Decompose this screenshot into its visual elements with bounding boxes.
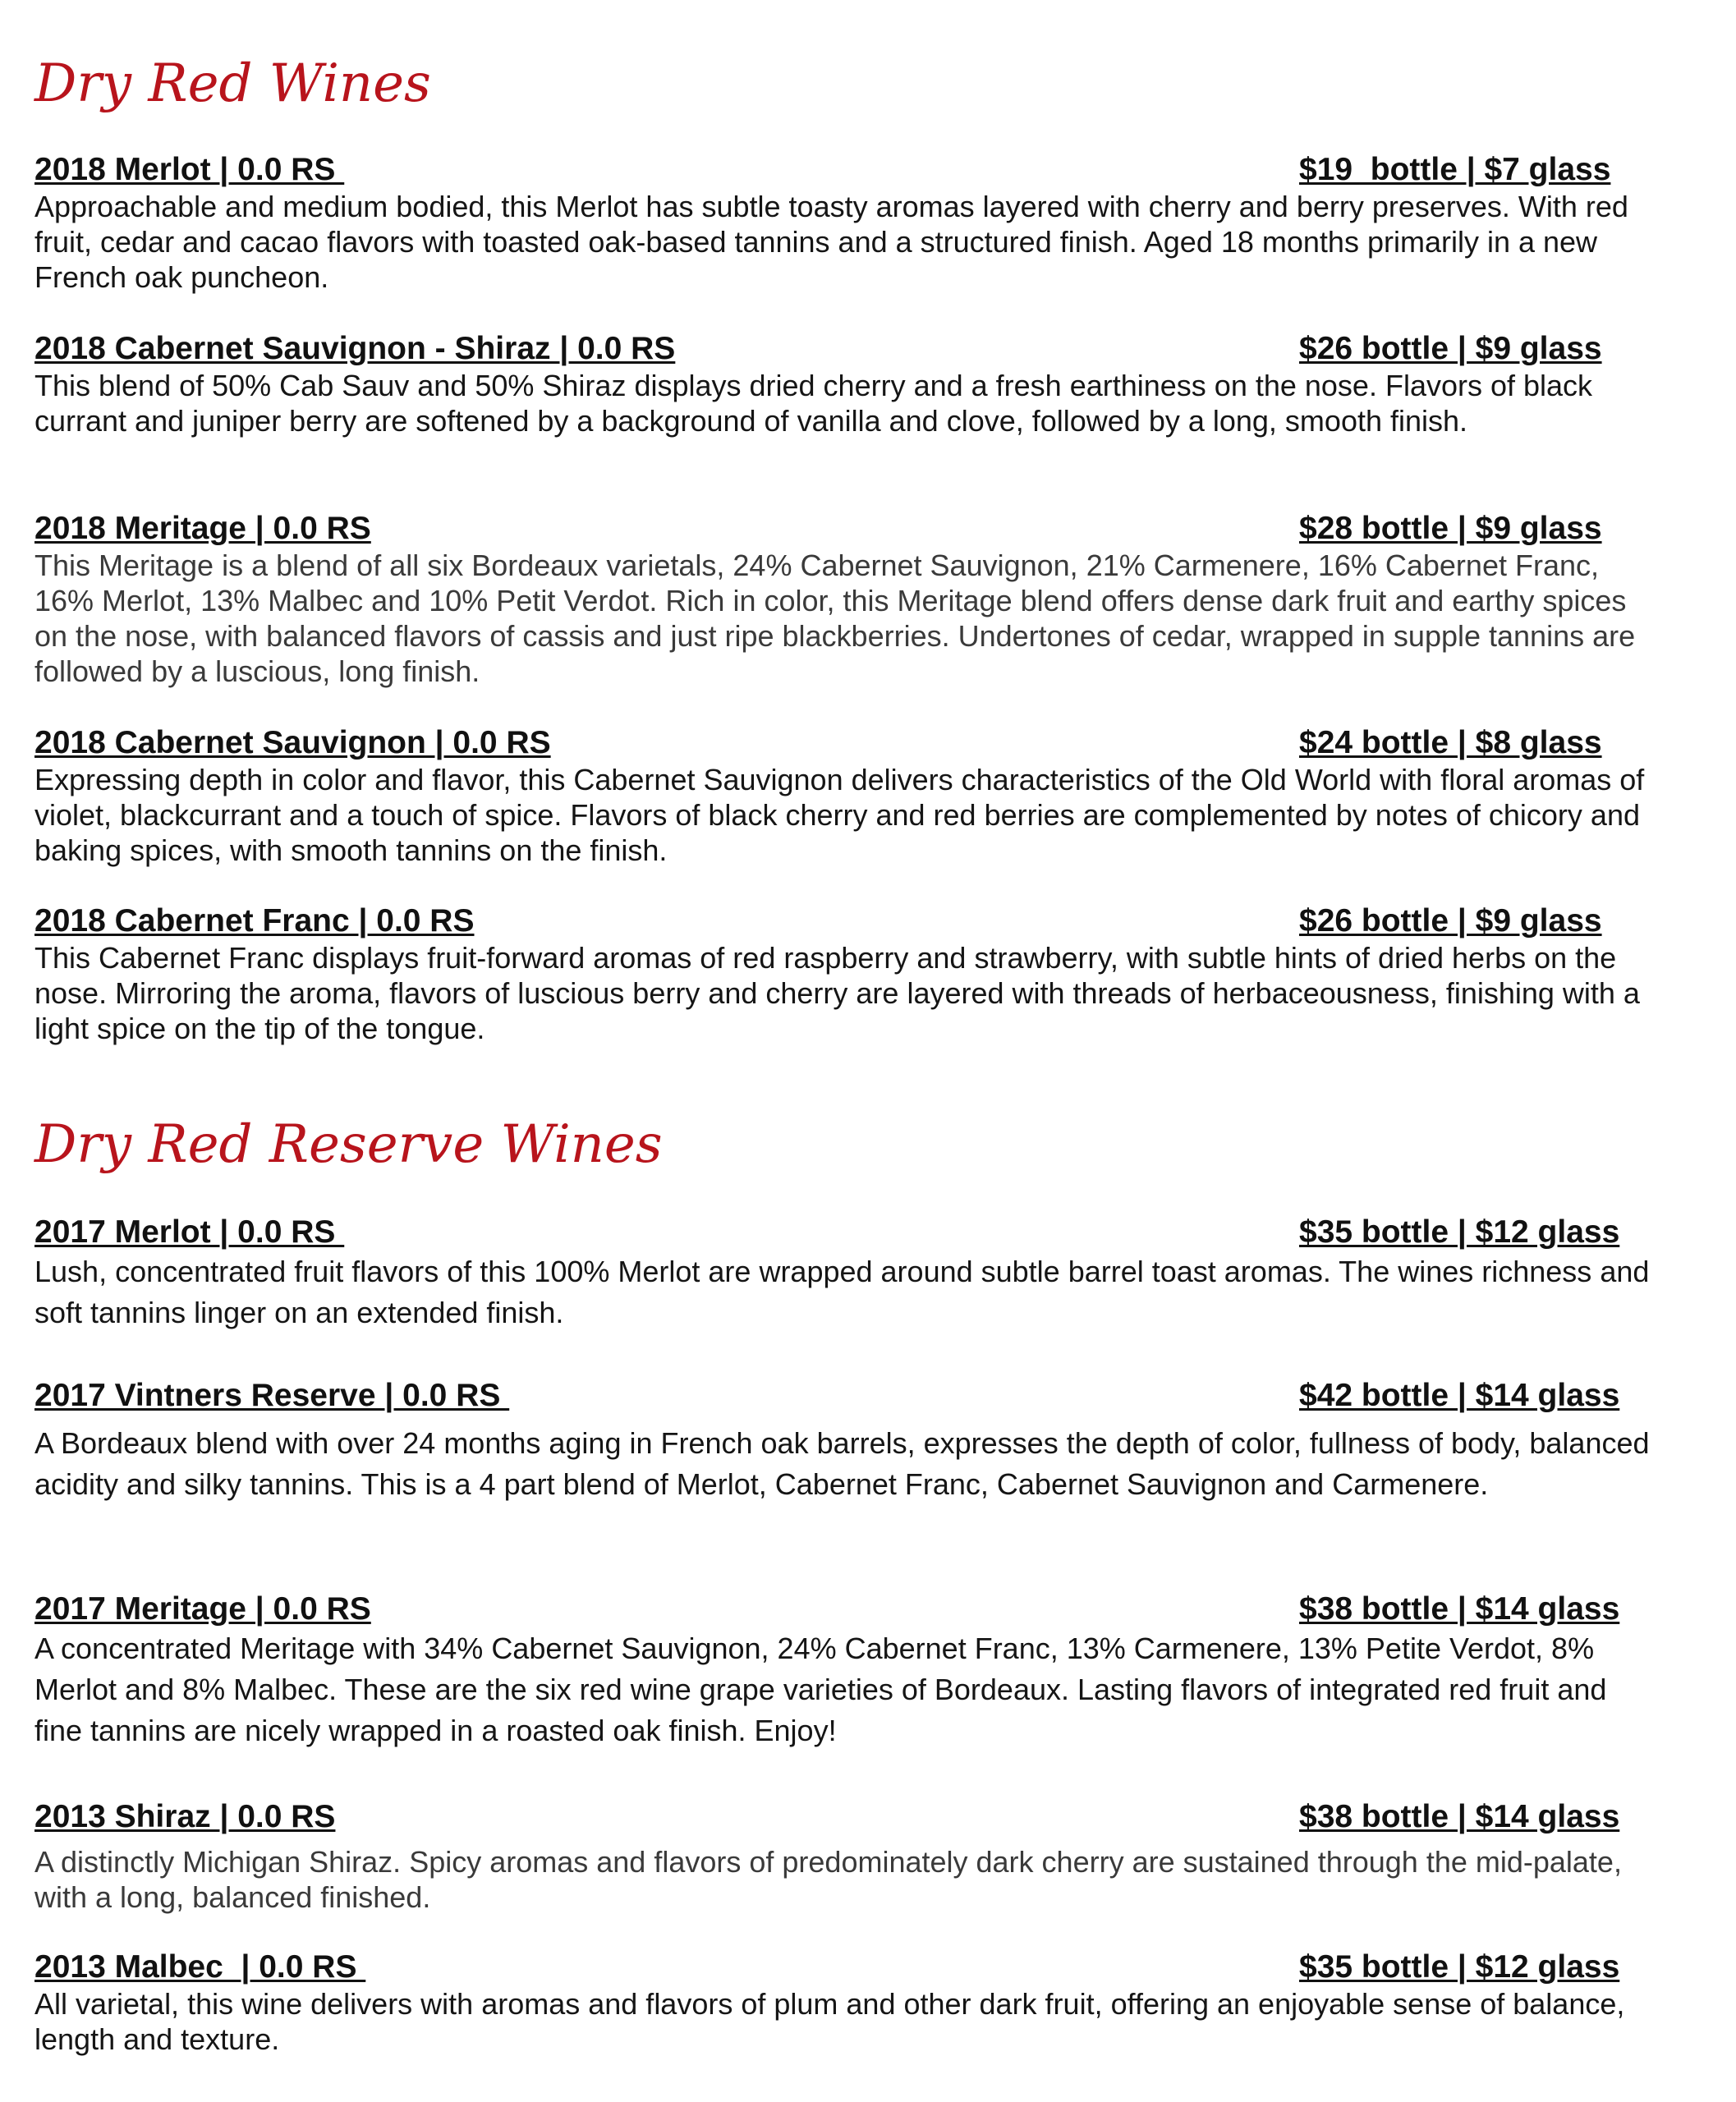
wine-price: $26 bottle | $9 glass (1299, 903, 1602, 939)
wine-price: $38 bottle | $14 glass (1299, 1799, 1620, 1834)
wine-name: 2013 Shiraz | 0.0 RS (34, 1799, 336, 1834)
wine-name: 2018 Cabernet Sauvignon | 0.0 RS (34, 725, 551, 760)
wine-price: $26 bottle | $9 glass (1299, 331, 1602, 366)
wine-description: This blend of 50% Cab Sauv and 50% Shiraz displays dried cherry and a fresh earthiness on the nose. Flavors of black currant and juniper berry are softened by a background of vanilla and clove, followed by a long, smooth finish. (34, 369, 1593, 438)
wine-name: 2018 Merlot | 0.0 RS (34, 152, 345, 187)
wine-price: $38 bottle | $14 glass (1299, 1591, 1620, 1627)
wine-price: $35 bottle | $12 glass (1299, 1949, 1620, 1985)
wine-entry-2017-merlot (34, 1214, 1660, 1333)
wine-entry-2018-merlot (34, 151, 1660, 295)
wine-description: A Bordeaux blend with over 24 months aging in French oak barrels, expresses the depth of color, fullness of body, balanced acidity and silky tannins. This is a 4 part blend of Merlot, Cabernet Franc, Cabernet Sauvignon and Carmenere. (34, 1426, 1650, 1501)
wine-entry-2018-cabernet-shiraz (34, 330, 1660, 438)
section-title-dry-red-reserve-wines: Dry Red Reserve Wines (34, 1114, 663, 1175)
wine-entry-2018-cabernet-sauvignon (34, 724, 1660, 868)
wine-name: 2018 Cabernet Sauvignon - Shiraz | 0.0 RS (34, 331, 676, 366)
wine-price: $42 bottle | $14 glass (1299, 1378, 1620, 1413)
wine-entry-2018-cabernet-franc (34, 902, 1660, 1046)
wine-name: 2018 Meritage | 0.0 RS (34, 511, 371, 546)
wine-description: This Meritage is a blend of all six Bordeaux varietals, 24% Cabernet Sauvignon, 21% Carmenere, 16% Cabernet Franc, 16% Merlot, 13% Malbec and 10% Petit Verdot. Rich in color, this Meritage blend offers dense dark fruit and earthy spices on the nose, with balanced flavors of cassis and just ripe blackberries. Undertones of cedar, wrapped in supple tannins are followed by a luscious, long finish. (34, 548, 1636, 688)
wine-description: Expressing depth in color and flavor, this Cabernet Sauvignon delivers characteristics of the Old World with floral aromas of violet, blackcurrant and a touch of spice. Flavors of black cherry and red berries are complemented by notes of chicory and baking spices, with smooth tannins on the finish. (34, 763, 1645, 867)
wine-name: 2018 Cabernet Franc | 0.0 RS (34, 903, 475, 939)
wine-description: All varietal, this wine delivers with aromas and flavors of plum and other dark fruit, offering an enjoyable sense of balance, length and texture. (34, 1987, 1625, 2056)
wine-name: 2017 Meritage | 0.0 RS (34, 1591, 371, 1627)
wine-description: A distinctly Michigan Shiraz. Spicy aromas and flavors of predominately dark cherry are sustained through the mid-palate, with a long, balanced finished. (34, 1845, 1622, 1914)
wine-name: 2013 Malbec | 0.0 RS (34, 1949, 366, 1985)
wine-entry-2017-vintners-reserve (34, 1377, 1660, 1505)
wine-name: 2017 Vintners Reserve | 0.0 RS (34, 1378, 510, 1413)
section-title-dry-red-wines: Dry Red Wines (34, 53, 431, 114)
wine-entry-2018-meritage (34, 510, 1660, 689)
wine-description: Lush, concentrated fruit flavors of this 100% Merlot are wrapped around subtle barrel toast aromas. The wines richness and soft tannins linger on an extended finish. (34, 1255, 1650, 1329)
wine-description: Approachable and medium bodied, this Merlot has subtle toasty aromas layered with cherry and berry preserves. With red fruit, cedar and cacao flavors with toasted oak-based tannins and a structured finish. Aged 18 months primarily in a new French oak puncheon. (34, 190, 1628, 294)
wine-entry-2013-shiraz (34, 1798, 1660, 1915)
wine-entry-2017-meritage (34, 1590, 1660, 1751)
wine-price: $35 bottle | $12 glass (1299, 1214, 1620, 1250)
wine-price: $28 bottle | $9 glass (1299, 511, 1602, 546)
wine-description: A concentrated Meritage with 34% Cabernet Sauvignon, 24% Cabernet Franc, 13% Carmenere, 13% Petite Verdot, 8% Merlot and 8% Malbec. These are the six red wine grape varieties of Bordeaux. Lasting flavors of integrated red fruit and fine tannins are nicely wrapped in a roasted oak finish. Enjoy! (34, 1632, 1607, 1747)
wine-name: 2017 Merlot | 0.0 RS (34, 1214, 345, 1250)
wine-description: This Cabernet Franc displays fruit-forward aromas of red raspberry and strawberry, with subtle hints of dried herbs on the nose. Mirroring the aroma, flavors of luscious berry and cherry are layered with threads of herbaceousness, finishing with a light spice on the tip of the tongue. (34, 941, 1640, 1045)
wine-entry-2013-malbec (34, 1948, 1660, 2057)
wine-price: $24 bottle | $8 glass (1299, 725, 1602, 760)
wine-price: $19 bottle | $7 glass (1299, 152, 1611, 187)
